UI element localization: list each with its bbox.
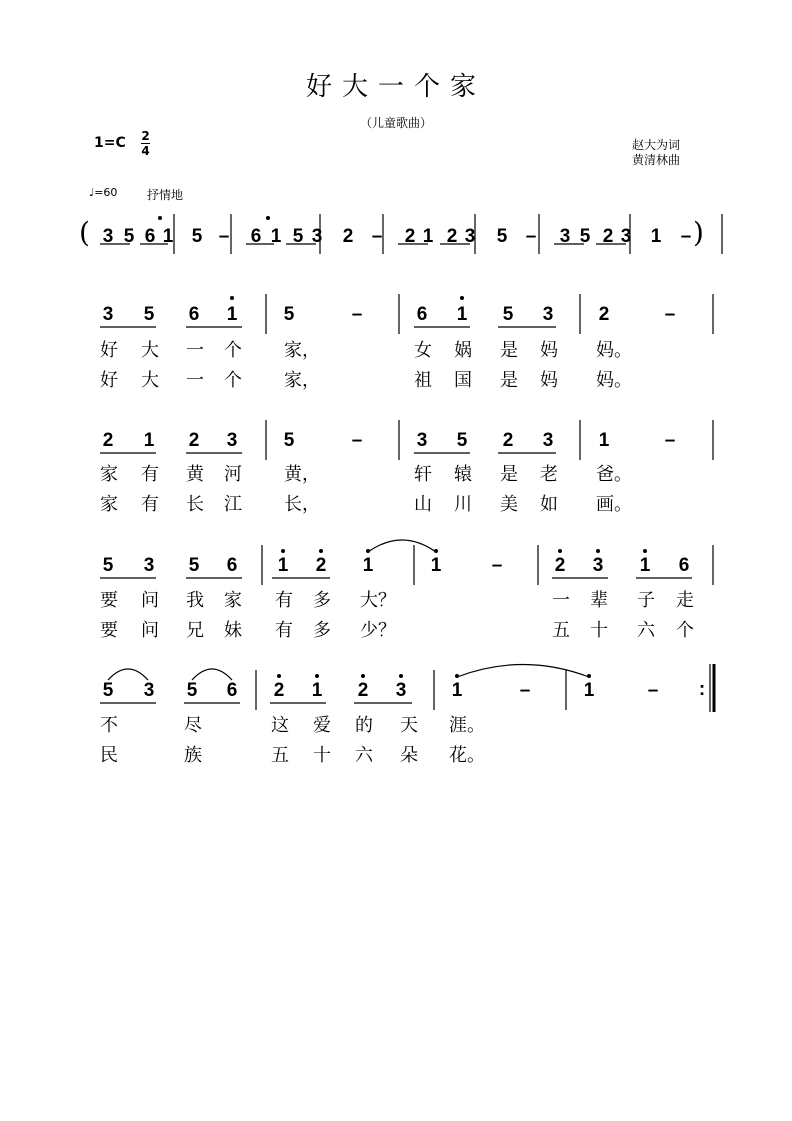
line4-note: 6 xyxy=(226,680,238,701)
intro-note: 3 xyxy=(464,226,476,247)
lyric-verse1: 是 xyxy=(500,340,518,361)
intro-note: 1 xyxy=(162,226,174,247)
line3-note: 3 xyxy=(143,555,155,576)
intro-note: 2 xyxy=(404,226,416,247)
composer-credit: 黄清林曲 xyxy=(632,153,681,167)
line1-note: 1 xyxy=(456,304,468,325)
lyric-verse1: 这 xyxy=(271,715,289,736)
line1-note: – xyxy=(664,304,676,325)
lyric-verse1: 多 xyxy=(313,590,331,611)
line1-note: 3 xyxy=(102,304,114,325)
lyric-verse2: 大 xyxy=(141,370,159,391)
lyric-verse1: 爱 xyxy=(313,715,331,736)
line1-note: 2 xyxy=(598,304,610,325)
line4-note: – xyxy=(647,680,659,701)
intro-note: – xyxy=(218,226,230,247)
lyric-verse2: 一 xyxy=(186,370,204,391)
lyric-verse2: 山 xyxy=(414,494,432,515)
line4-note: 2 xyxy=(273,680,285,701)
lyric-verse2: 花。 xyxy=(449,745,485,766)
intro-note: 6 xyxy=(250,226,262,247)
key-signature: 1=C xyxy=(94,135,126,151)
intro-note: 5 xyxy=(579,226,591,247)
lyric-verse1: 涯。 xyxy=(449,715,485,736)
lyric-verse2: 要 xyxy=(100,620,118,641)
lyricist-credit: 赵大为词 xyxy=(632,138,681,152)
lyric-verse1: 娲 xyxy=(454,340,472,361)
lyric-verse2: 如 xyxy=(540,494,558,515)
intro-note: 2 xyxy=(446,226,458,247)
lyric-verse2: 是 xyxy=(500,370,518,391)
line3-note: – xyxy=(491,555,503,576)
line2-note: 2 xyxy=(102,430,114,451)
lyric-verse1: 轩 xyxy=(414,464,432,485)
line3-note: 5 xyxy=(188,555,200,576)
line3-note: 6 xyxy=(678,555,690,576)
intro-note: 1 xyxy=(270,226,282,247)
lyric-verse2: 朵 xyxy=(400,745,418,766)
lyric-verse2: 妈。 xyxy=(596,370,632,391)
intro-note: 2 xyxy=(342,226,354,247)
line4-note: 3 xyxy=(143,680,155,701)
lyric-verse1: 好 xyxy=(100,340,118,361)
line4-note: 5 xyxy=(102,680,114,701)
line1-note: 6 xyxy=(416,304,428,325)
line3-note: 1 xyxy=(430,555,442,576)
lyric-verse1: 爸。 xyxy=(596,464,632,485)
line4-note: 2 xyxy=(357,680,369,701)
intro-note: – xyxy=(525,226,537,247)
time-signature-top: 2 xyxy=(141,129,150,143)
lyric-verse1: 走 xyxy=(676,590,694,611)
line3-note: 5 xyxy=(102,555,114,576)
intro-note: 5 xyxy=(191,226,203,247)
lyric-verse2: 画。 xyxy=(596,494,632,515)
time-signature-bottom: 4 xyxy=(141,144,150,158)
lyric-verse2: 祖 xyxy=(414,370,432,391)
lyric-verse1: 是 xyxy=(500,464,518,485)
line2-note: 2 xyxy=(188,430,200,451)
lyric-verse1: 黄 xyxy=(186,464,204,485)
lyric-verse1: 女 xyxy=(414,340,432,361)
lyric-verse1: 妈。 xyxy=(596,340,632,361)
lyric-verse2: 个 xyxy=(676,620,694,641)
line2-note: 3 xyxy=(542,430,554,451)
lyric-verse2: 问 xyxy=(141,620,159,641)
lyric-verse2: 好 xyxy=(100,370,118,391)
lyric-verse1: 家 xyxy=(100,464,118,485)
repeat-dots: : xyxy=(698,679,706,700)
line1-note: 5 xyxy=(143,304,155,325)
lyric-verse1: 一 xyxy=(186,340,204,361)
lyric-verse2: 族 xyxy=(184,745,202,766)
lyric-verse1: 妈 xyxy=(540,340,558,361)
line2-note: 1 xyxy=(143,430,155,451)
lyric-verse1: 老 xyxy=(540,464,558,485)
line3-note: 2 xyxy=(554,555,566,576)
lyric-verse2: 长 xyxy=(186,494,204,515)
intro-note: – xyxy=(371,226,383,247)
line3-note: 2 xyxy=(315,555,327,576)
lyric-verse2: 六 xyxy=(637,620,655,641)
line4-note: 1 xyxy=(583,680,595,701)
lyric-verse2: 多 xyxy=(313,620,331,641)
intro-note: – xyxy=(680,226,692,247)
lyric-verse1: 有 xyxy=(275,590,293,611)
lyric-verse2: 十 xyxy=(590,620,608,641)
intro-note: 3 xyxy=(311,226,323,247)
line4-note: 1 xyxy=(451,680,463,701)
lyric-verse2: 少？ xyxy=(360,620,396,641)
intro-note: 5 xyxy=(496,226,508,247)
lyric-verse1: 要 xyxy=(100,590,118,611)
lyric-verse2: 有 xyxy=(275,620,293,641)
lyric-verse1: 天 xyxy=(400,715,418,736)
lyric-verse1: 河 xyxy=(224,464,242,485)
lyric-verse1: 一 xyxy=(552,590,570,611)
lyric-verse2: 美 xyxy=(500,494,518,515)
lyric-verse1: 家， xyxy=(284,340,320,361)
line1-note: – xyxy=(351,304,363,325)
intro-note: 2 xyxy=(602,226,614,247)
lyric-verse2: 国 xyxy=(454,370,472,391)
lyric-verse1: 的 xyxy=(355,715,373,736)
line2-note: 5 xyxy=(456,430,468,451)
intro-note: 3 xyxy=(620,226,632,247)
line2-note: – xyxy=(351,430,363,451)
lyric-verse1: 家 xyxy=(224,590,242,611)
song-subtitle: （儿童歌曲） xyxy=(359,116,432,130)
line1-note: 5 xyxy=(502,304,514,325)
lyric-verse2: 江 xyxy=(224,494,242,515)
lyric-verse1: 大？ xyxy=(360,590,396,611)
lyric-verse1: 大 xyxy=(141,340,159,361)
line2-note: 3 xyxy=(226,430,238,451)
lyric-verse2: 五 xyxy=(271,745,289,766)
intro-open-paren: ( xyxy=(79,216,90,249)
line4-note: 1 xyxy=(311,680,323,701)
lyric-verse1: 子 xyxy=(637,590,655,611)
lyric-verse1: 不 xyxy=(100,715,118,736)
line1-note: 3 xyxy=(542,304,554,325)
line2-note: 3 xyxy=(416,430,428,451)
intro-close-paren: ) xyxy=(693,216,704,249)
lyric-verse2: 五 xyxy=(552,620,570,641)
line1-note: 1 xyxy=(226,304,238,325)
line2-note: 5 xyxy=(283,430,295,451)
line3-note: 6 xyxy=(226,555,238,576)
lyric-verse1: 辕 xyxy=(454,464,472,485)
intro-note: 1 xyxy=(422,226,434,247)
lyric-verse1: 我 xyxy=(186,590,204,611)
lyric-verse2: 六 xyxy=(355,745,373,766)
line3-note: 3 xyxy=(592,555,604,576)
lyric-verse2: 兄 xyxy=(186,620,204,641)
lyric-verse1: 尽 xyxy=(184,715,202,736)
line3-note: 1 xyxy=(362,555,374,576)
intro-note: 3 xyxy=(559,226,571,247)
line2-note: 2 xyxy=(502,430,514,451)
intro-note: 6 xyxy=(144,226,156,247)
line3-note: 1 xyxy=(277,555,289,576)
intro-note: 5 xyxy=(123,226,135,247)
line4-note: 5 xyxy=(186,680,198,701)
line1-note: 6 xyxy=(188,304,200,325)
line4-note: – xyxy=(519,680,531,701)
line2-note: – xyxy=(664,430,676,451)
lyric-verse2: 家 xyxy=(100,494,118,515)
lyric-verse2: 长， xyxy=(284,494,320,515)
expression-marking: 抒情地 xyxy=(147,188,184,202)
line2-note: 1 xyxy=(598,430,610,451)
line3-note: 1 xyxy=(639,555,651,576)
intro-note: 5 xyxy=(292,226,304,247)
lyric-verse2: 十 xyxy=(313,745,331,766)
lyric-verse1: 个 xyxy=(224,340,242,361)
intro-note: 3 xyxy=(102,226,114,247)
line4-note: 3 xyxy=(395,680,407,701)
lyric-verse1: 有 xyxy=(141,464,159,485)
intro-note: 1 xyxy=(650,226,662,247)
lyric-verse1: 问 xyxy=(141,590,159,611)
line1-note: 5 xyxy=(283,304,295,325)
lyric-verse2: 妹 xyxy=(224,620,242,641)
lyric-verse2: 妈 xyxy=(540,370,558,391)
lyric-verse2: 川 xyxy=(454,494,472,515)
song-title: 好大一个家 xyxy=(305,72,486,102)
lyric-verse2: 民 xyxy=(100,745,118,766)
tempo-marking: ♩=60 xyxy=(89,186,118,199)
lyric-verse2: 有 xyxy=(141,494,159,515)
lyric-verse1: 辈 xyxy=(590,590,608,611)
lyric-verse2: 家， xyxy=(284,370,320,391)
lyric-verse2: 个 xyxy=(224,370,242,391)
lyric-verse1: 黄， xyxy=(284,464,320,485)
